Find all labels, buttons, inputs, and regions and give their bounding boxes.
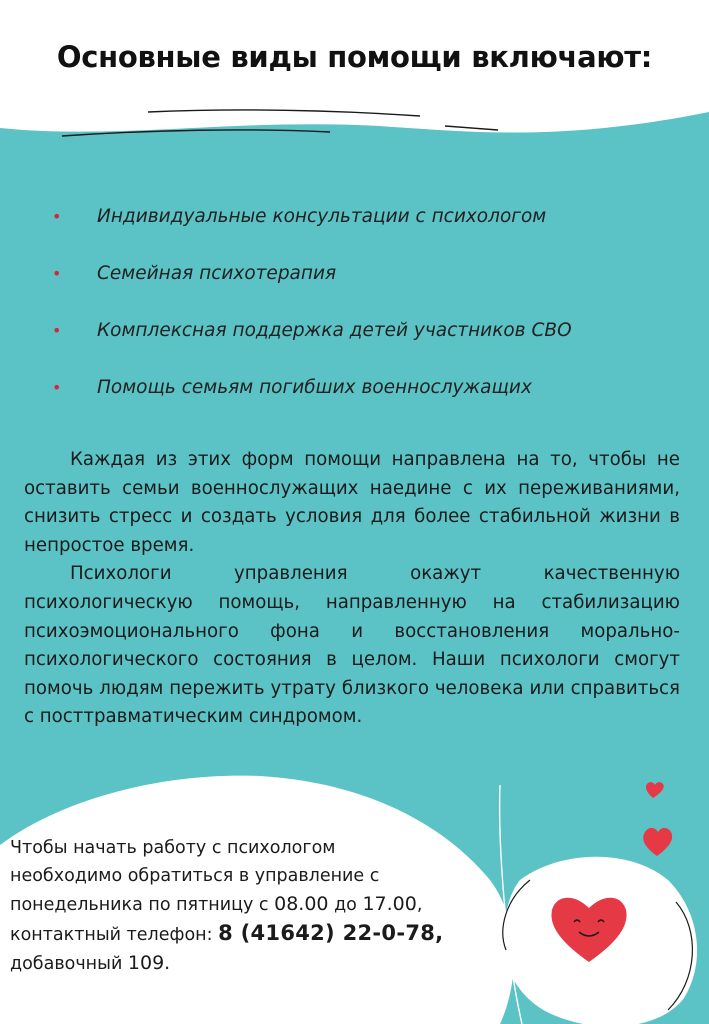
contact-line: [10, 890, 480, 919]
paragraph: Каждая из этих форм помощи направлена на то, чтобы не оставить семьи военнослужащих наедине с их переживаниями, снизить стресс и создать условия для более стабильной жизни в непростое время.: [24, 449, 680, 556]
bullet-icon: •: [52, 321, 62, 340]
bullet-icon: •: [52, 264, 62, 283]
list-item: [40, 314, 680, 371]
service-label: Семейная психотерапия: [97, 263, 337, 284]
service-label: Комплексная поддержка детей участников СВО: [97, 320, 572, 341]
extension-number: 109.: [127, 952, 171, 974]
bullet-icon: •: [52, 207, 62, 226]
paragraph: Психологи управления окажут качественную психологическую помощь, направленную на стабилизацию психоэмоционального фона и восстановления морально-психологического состояния в целом. Наши психологи смогут помочь людям пережить утрату близкого человека или справиться с посттравматическим синдромом.: [24, 563, 680, 728]
contact-line: [10, 949, 480, 978]
bullet-icon: •: [52, 378, 62, 397]
contact-line: [10, 919, 480, 949]
sketch-line: [148, 110, 420, 116]
list-item: [40, 200, 680, 257]
page-title: Основные виды помощи включают:: [56, 40, 653, 74]
phone-label: контактный телефон:: [10, 925, 219, 945]
contact-info: [10, 834, 480, 978]
contact-text: до: [328, 895, 363, 915]
sketch-line: [445, 126, 498, 130]
time-to: 17.00: [362, 893, 417, 915]
service-label: Помощь семьям погибших военнослужащих: [97, 377, 532, 398]
contact-text: понедельника по пятницу с: [10, 895, 275, 915]
phone-number[interactable]: 8 (41642) 22-0-78,: [218, 921, 444, 945]
ext-label: добавочный: [10, 954, 128, 974]
contact-line: Чтобы начать работу с психологом: [10, 838, 336, 858]
list-item: [40, 257, 680, 314]
contact-text: ,: [416, 895, 423, 915]
time-from: 08.00: [274, 893, 329, 915]
service-label: Индивидуальные консультации с психологом: [97, 206, 547, 227]
list-item: [40, 371, 680, 428]
contact-line: необходимо обратиться в управление с: [10, 866, 380, 886]
body-text: [24, 446, 680, 732]
services-list: [40, 200, 680, 428]
